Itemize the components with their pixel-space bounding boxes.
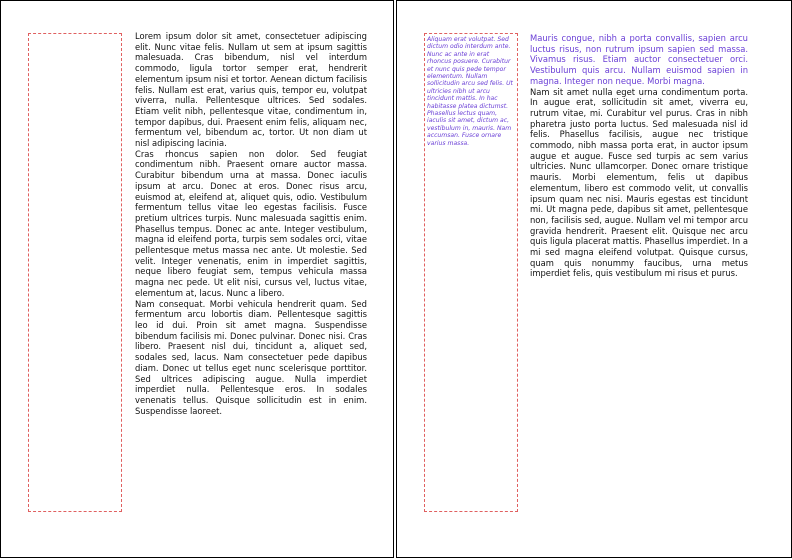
left-page: [0, 0, 394, 558]
left-paragraph-1: Lorem ipsum dolor sit amet, consectetuer adipiscing elit. Nunc vitae felis. Nullam ut sem at ipsum sagittis malesuada. Cras bibendum, nisl vel interdum commodo, ligula tortor semper erat, hendrerit elementum ipsum nisi et tortor. Aenean dictum facilisis felis. Nullam est erat, varius quis, tempor eu, volutpat viverra, nulla. Pellentesque ultrices. Sed sodales. Etiam velit nibh, pellentesque vitae, condimentum in, tempor dapibus, dui. Praesent enim felis, aliquam nec, fermentum vel, bibendum ac, tortor. Ut non diam ut nisl adipiscing lacinia.: [135, 31, 367, 149]
right-body-paragraph: Nam sit amet nulla eget urna condimentum porta. In augue erat, sollicitudin sit amet, viverra eu, rutrum vitae, mi. Curabitur vel purus. Cras in nibh pharetra justo porta luctus. Sed malesuada nisl id felis. Phasellus facilisis, augue nec tristique commodo, nibh massa porta erat, in auctor ipsum augue et augue. Fusce sed turpis ac sem varius ultricies. Nunc ullamcorper. Donec ornare tristique mauris. Morbi elementum, felis ut dapibus elementum, libero est commodo velit, ut convallis ipsum quam nec nisi. Mauris egestas est tincidunt mi. Ut magna pede, dapibus sit amet, pellentesque non, facilisis sed, augue. Nullam vel mi tempor arcu gravida hendrerit. Praesent elit. Quisque nec arcu quis ligula placerat mattis. Phasellus imperdiet. In a mi sed magna eleifend volutpat. Quisque cursus, quam quis nonummy faucibus, urna metus imperdiet felis, quis vestibulum mi risus et purus.: [530, 86, 749, 279]
left-paragraph-3: Nam consequat. Morbi vehicula hendrerit quam. Sed fermentum arcu lobortis diam. Pellentesque sagittis leo id dui. Proin sit amet magna. Suspendisse bibendum facilisis mi. Donec pulvinar. Donec nisi. Cras libero. Praesent nisl dui, tincidunt a, aliquet sed, sodales sed, lacus. Nam consectetuer pede dapibus diam. Donec ut tellus eget nunc scelerisque porttitor. Sed ultrices adipiscing augue. Nulla imperdiet imperdiet nulla. Pellentesque eros. In sodales venenatis tellus. Quisque sollicitudin est in enim. Suspendisse laoreet.: [135, 298, 367, 416]
left-paragraph-2: Cras rhoncus sapien non dolor. Sed feugiat condimentum nibh. Praesent ornare auctor massa. Curabitur bibendum urna at massa. Donec iaculis ipsum at arcu. Donec at eros. Donec risus arcu, euismod at, eleifend at, aliquet quis, odio. Vestibulum fermentum tellus vitae leo egestas facilisis. Fusce pretium ultrices turpis. Nunc malesuada sagittis enim. Phasellus tempus. Donec ac ante. Integer vestibulum, magna id eleifend porta, turpis sem sodales orci, vitae pellentesque metus massa nec ante. Ut molestie. Sed velit. Integer venenatis, enim in imperdiet sagittis, neque libero feugiat sem, tempus vehicula massa magna nec pede. Ut elit nisi, cursus vel, luctus vitae, elementum at, lacus. Nunc a libero.: [135, 148, 367, 298]
right-page: [396, 0, 792, 558]
right-margin-box: [424, 33, 518, 512]
lead-paragraph: Mauris congue, nibh a porta convallis, sapien arcu luctus risus, non rutrum ipsum sapien sed massa. Vivamus risus. Etiam auctor consectetuer orci. Vestibulum quis arcu. Nullam euismod sapien in magna. Integer non neque. Morbi magna.: [530, 33, 748, 86]
left-margin-box: [28, 33, 122, 512]
margin-note: Aliquam erat volutpat. Sed dictum odio interdum ante. Nunc ac ante in erat rhoncus posuere. Curabitur et nunc quis pede tempor elementum. Nullam sollicitudin arcu sed felis. Ut ultricies nibh ut arcu tincidunt mattis. In hac habitasse platea dictumst. Phasellus lectus quam, iaculis sit amet, dictum ac, vestibulum in, mauris. Nam accumsan. Fusce ornare varius massa.: [427, 36, 513, 147]
left-text-column: [135, 31, 367, 416]
right-text-column: [530, 33, 748, 279]
